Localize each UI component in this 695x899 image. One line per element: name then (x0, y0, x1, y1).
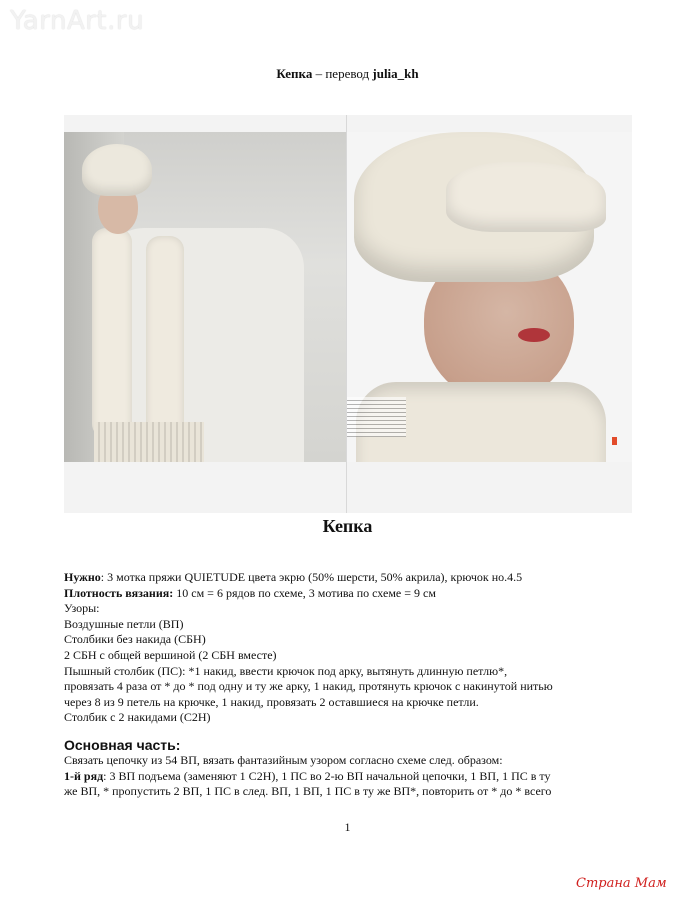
photo-model-full-length (64, 132, 346, 462)
photo-scarf-left (92, 228, 132, 438)
row-1-label: 1-й ряд (64, 768, 104, 783)
need-text: : 3 мотка пряжи QUIETUDE цвета экрю (50% шерсти, 50% акрила), крючок но.4.5 (100, 570, 523, 584)
pattern-item: Воздушные петли (ВП) (64, 616, 184, 631)
need-label: Нужно (64, 570, 101, 584)
patterns-label: Узоры: (64, 601, 100, 616)
density-label: Плотность вязания: (64, 585, 174, 600)
spread-fold-line (346, 115, 347, 513)
density-text: 10 см = 6 рядов по схеме, 3 мотива по схеме = 9 см (173, 585, 436, 600)
document-title (0, 66, 695, 82)
page-marker (612, 437, 617, 445)
materials-density (64, 586, 644, 602)
title-separator: – перевод (312, 66, 373, 81)
section-title: Кепка (322, 516, 373, 536)
pattern-item: Столбики без накида (СБН) (64, 632, 206, 647)
title-author: julia_kh (372, 66, 419, 81)
main-part-block (64, 753, 644, 800)
magazine-spread-image (64, 115, 632, 513)
photo-scarf-right (146, 236, 184, 446)
photo-model-closeup (346, 132, 632, 462)
materials-block (64, 570, 644, 726)
photo-scarf-fringe (94, 422, 204, 462)
watermark-logo: YarnArt.ru (10, 6, 145, 36)
pattern-item: 2 СБН с общей вершиной (2 СБН вместе) (64, 647, 277, 662)
closeup-lips (518, 328, 550, 342)
pattern-item: Пышный столбик (ПС): *1 накид, ввести крючок под арку, вытянуть длинную петлю*, (64, 663, 508, 678)
pattern-item: провязать 4 раза от * до * под одну и ту же арку, 1 накид, протянуть крючок с накинутой нитью (64, 679, 553, 694)
row-1-text: : 3 ВП подъема (заменяют 1 С2Н), 1 ПС во 2-ю ВП начальной цепочки, 1 ВП, 1 ПС в ту (103, 768, 551, 783)
photo-hat (82, 144, 152, 196)
magazine-caption (346, 397, 406, 437)
pattern-item: Столбик с 2 накидами (С2Н) (64, 710, 211, 725)
row-1-line-2: же ВП, * пропустить 2 ВП, 1 ПС в след. ВП, 1 ВП, 1 ПС в ту же ВП*, повторить от * до * всего (64, 784, 552, 799)
main-part-heading: Основная часть: (64, 737, 181, 753)
page-number: 1 (344, 820, 351, 834)
row-1-line (64, 769, 644, 785)
main-part-line: Связать цепочку из 54 ВП, вязать фантазийным узором согласно схеме след. образом: (64, 753, 503, 767)
pattern-item: через 8 из 9 петель на крючке, 1 накид, провязать 2 оставшиеся на крючке петли. (64, 694, 479, 709)
materials-need (64, 570, 644, 586)
site-logo: Страна Мам (576, 876, 667, 891)
title-bold: Кепка (276, 66, 313, 81)
closeup-hat-brim (446, 162, 606, 232)
